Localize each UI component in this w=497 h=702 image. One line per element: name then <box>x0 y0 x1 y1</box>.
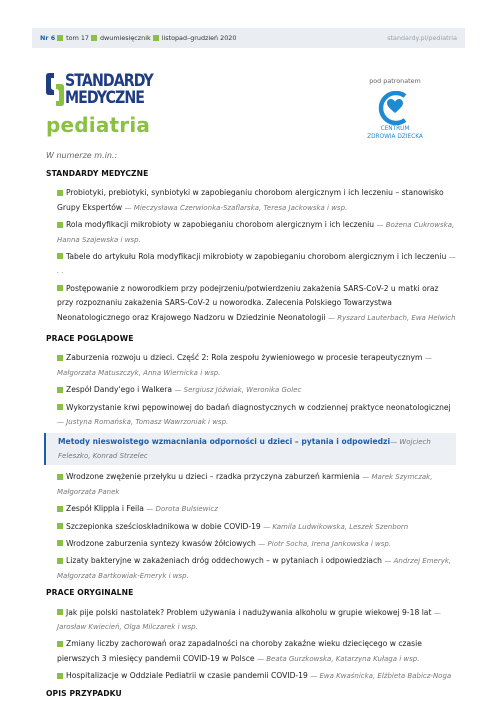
green-bullet-icon <box>57 474 63 480</box>
patronage-label: pod patronatem <box>369 77 421 85</box>
article-title: Postępowanie z noworodkiem przy podejrzeniu/potwierdzeniu zakażenia SARS-CoV-2 u matki oraz przy rozpoznaniu zakażenia SARS-CoV-2 u noworodka. Zalecenia Polskiego Towarzystwa Neonatologicznego oraz Krajowego Nadzoru w Dziedzinie Neonatologii <box>57 283 439 322</box>
article-item[interactable] <box>46 520 456 534</box>
site-url-link[interactable]: standardy.pl/pediatria <box>387 34 457 42</box>
article-title: Wrodzone zwężenie przełyku u dzieci – rzadka przyczyna zaburzeń karmienia <box>66 472 360 482</box>
article-authors: — Bożena Cukrowska, Hanna Szajewska i wsp. <box>57 221 455 244</box>
green-bullet-icon <box>57 285 63 291</box>
logo-line-1: STANDARDY <box>65 71 153 90</box>
frequency: dwumiesięcznik <box>99 34 151 42</box>
volume: tom 17 <box>66 34 89 42</box>
article-item[interactable] <box>46 250 456 279</box>
featured-article[interactable] <box>44 433 456 466</box>
article-title: Rola modyfikacji mikrobioty w zapobieganiu chorobom alergicznym i ich leczeniu <box>66 220 375 230</box>
article-item[interactable] <box>46 554 456 583</box>
article-item[interactable] <box>46 351 456 380</box>
green-bullet-icon <box>57 506 63 512</box>
article-title: Zmiany liczby zachorowań oraz zapadalności na choroby zakaźne wieku dziecięcego w czasie pierwszych 3 miesięcy pandemii COVID-19 w Polsce <box>57 639 422 663</box>
article-authors: — . . <box>57 253 456 276</box>
period: listopad–grudzień 2020 <box>161 34 237 42</box>
table-of-contents <box>46 166 456 702</box>
article-authors: — Ryszard Lauterbach, Ewa Helwich <box>328 313 456 322</box>
logo-mark-icon <box>46 73 64 106</box>
article-item[interactable] <box>46 186 456 215</box>
green-bullet-icon <box>57 523 63 529</box>
journal-subtitle: pediatria <box>46 113 151 137</box>
green-bullet-icon <box>57 387 63 393</box>
article-item[interactable] <box>46 383 456 397</box>
green-square-icon <box>153 35 159 41</box>
section-heading: PRACE POGLĄDOWE <box>46 334 134 344</box>
issue-info-bar <box>32 28 465 48</box>
article-authors: — Piotr Socha, Irena Jankowska i wsp. <box>258 539 392 548</box>
czd-heart-logo-icon <box>377 91 413 125</box>
article-authors: — Andrzej Emeryk, Małgorzata Bartkowiak-Emeryk i wsp. <box>57 557 452 580</box>
green-bullet-icon <box>57 540 63 546</box>
article-item[interactable] <box>46 470 456 499</box>
article-item[interactable] <box>46 282 456 325</box>
article-authors: — Ewa Kwaśnicka, Elżbieta Babicz-Noga <box>310 672 452 681</box>
article-authors: — Kamila Ludwikowska, Leszek Szenborn <box>263 522 409 531</box>
article-title: Hospitalizacje w Oddziale Pediatrii w czasie pandemii COVID-19 <box>66 671 308 681</box>
green-bullet-icon <box>57 641 63 647</box>
article-title: Zespół Klippla i Feila <box>66 504 144 514</box>
article-item[interactable] <box>46 218 456 247</box>
article-item[interactable] <box>46 606 456 635</box>
logo-line-2: MEDYCZNE <box>65 87 145 107</box>
green-bullet-icon <box>57 190 63 196</box>
article-authors: — Małgorzata Matuszczyk, Anna Wiernicka i wsp. <box>57 354 432 377</box>
article-item[interactable] <box>46 537 456 551</box>
article-item[interactable] <box>46 669 456 683</box>
green-bullet-icon <box>57 222 63 228</box>
article-authors: — Justyna Romańska, Tomasz Wawrzoniak i wsp. <box>57 418 229 427</box>
featured-article-title: Metody nieswoistego wzmacniania odporności u dzieci – pytania i odpowiedzi <box>58 436 391 446</box>
article-title: Wykorzystanie krwi pępowinowej do badań diagnostycznych w codziennej praktyce neonatologicznej <box>66 402 451 412</box>
patronage-block <box>350 77 440 141</box>
article-authors: — Jarosław Kwiecień, Olga Milczarek i wsp. <box>57 608 441 631</box>
article-item[interactable] <box>46 637 456 666</box>
article-authors: — Beata Gurzkowska, Katarzyna Kułaga i wsp. <box>257 654 420 663</box>
standardy-medyczne-logo[interactable] <box>46 72 206 112</box>
section-heading: STANDARDY MEDYCZNE <box>46 169 149 178</box>
green-bullet-icon <box>57 609 63 615</box>
article-title: Jak pije polski nastolatek? Problem używania i nadużywania alkoholu w grupie wiekowej 9-18 lat <box>66 607 432 617</box>
article-title: Lizaty bakteryjne w zakażeniach dróg oddechowych – w pytaniach i odpowiedziach <box>66 556 382 566</box>
green-bullet-icon <box>57 355 63 361</box>
article-title: Szczepionka sześcioskładnikowa w dobie COVID-19 <box>66 521 261 531</box>
featured-article-authors: — Wojciech Feleszko, Konrad Strzelec <box>58 437 431 460</box>
section-heading: PRACE ORYGINALNE <box>46 588 134 598</box>
issue-number: Nr 6 <box>40 34 56 42</box>
section-heading: OPIS PRZYPADKU <box>46 688 122 698</box>
article-authors: — Sergiusz Jóźwiak, Weronika Golec <box>174 386 302 395</box>
green-square-icon <box>57 35 63 41</box>
article-item[interactable] <box>46 502 456 516</box>
green-square-icon <box>91 35 97 41</box>
article-title: Wrodzone zaburzenia syntezy kwasów żółciowych <box>66 538 256 548</box>
article-title: Tabele do artykułu Rola modyfikacji mikrobioty w zapobieganiu chorobom alergicznym i ich leczeniu <box>66 252 447 262</box>
patronage-org-line-2: ZDROWIA DZIECKA <box>367 134 423 140</box>
article-title: Probiotyki, prebiotyki, synbiotyki w zapobieganiu chorobom alergicznym i ich leczeniu – stanowisko Grupy Ekspertów <box>57 188 444 212</box>
green-bullet-icon <box>57 253 63 259</box>
intro-text: W numerze m.in.: <box>46 151 118 160</box>
article-authors: — Dorota Bulsiewicz <box>146 505 218 514</box>
article-item[interactable] <box>46 401 456 430</box>
logo-wordmark <box>65 73 153 106</box>
article-title: Zaburzenia rozwoju u dzieci. Część 2: Rola zespołu żywieniowego w procesie terapeutycznym <box>66 353 423 363</box>
green-bullet-icon <box>57 673 63 679</box>
article-title: Zespół Dandy'ego i Walkera <box>66 385 173 395</box>
article-authors: — Marek Szymczak, Małgorzata Panek <box>57 473 433 496</box>
patronage-org-line-1: CENTRUM <box>380 126 410 132</box>
article-authors: — Mieczysława Czerwionka-Szaflarska, Teresa Jackowska i wsp. <box>124 203 348 212</box>
green-bullet-icon <box>57 558 63 564</box>
green-bullet-icon <box>57 404 63 410</box>
